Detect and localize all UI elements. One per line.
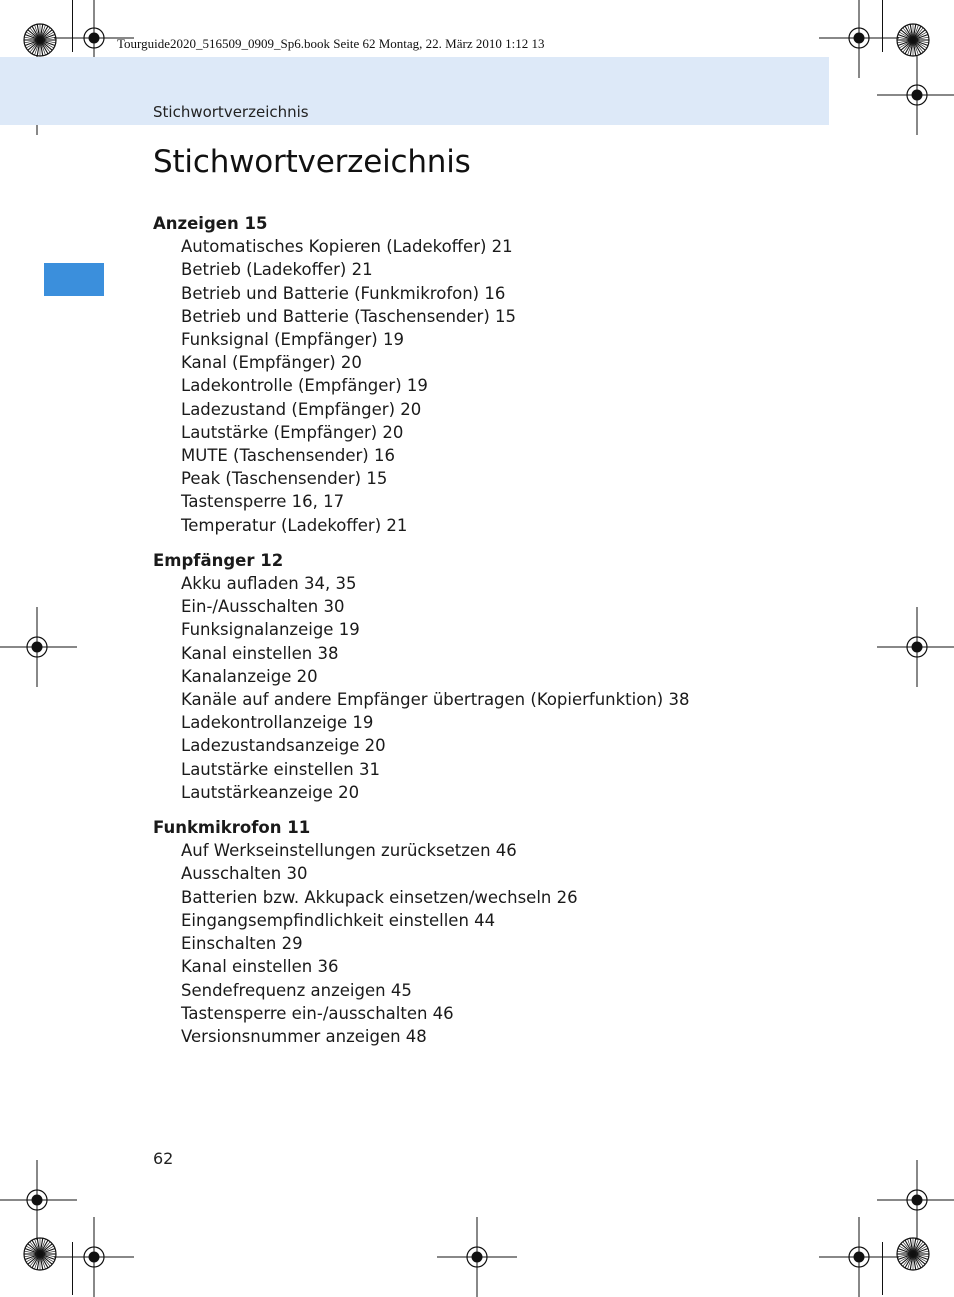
- trim-line: [882, 0, 883, 52]
- page-title: Stichwortverzeichnis: [153, 144, 471, 180]
- trim-line: [882, 1242, 883, 1295]
- crosshair-icon: [877, 607, 954, 687]
- starburst-icon: [895, 22, 931, 58]
- index-entry: Ladekontrolle (Empfänger) 19: [181, 376, 428, 396]
- index-entry: Akku aufladen 34, 35: [181, 574, 357, 594]
- index-entry: Funksignalanzeige 19: [181, 620, 360, 640]
- index-group-heading: Anzeigen 15: [153, 214, 268, 233]
- index-entry: Funksignal (Empfänger) 19: [181, 330, 404, 350]
- trim-line: [72, 0, 73, 52]
- index-list: [153, 212, 793, 1060]
- side-tab-marker: [44, 263, 104, 296]
- index-entry: Batterien bzw. Akkupack einsetzen/wechseln 26: [181, 887, 578, 907]
- running-head: Stichwortverzeichnis: [153, 103, 309, 121]
- index-entry: Kanal einstellen 38: [181, 643, 339, 663]
- index-entry: MUTE (Taschensender) 16: [181, 446, 395, 466]
- index-entry: Tastensperre 16, 17: [181, 492, 345, 512]
- index-entry: Kanal (Empfänger) 20: [181, 353, 362, 373]
- index-entry: Kanalanzeige 20: [181, 666, 318, 686]
- index-entry: Ladekontrollanzeige 19: [181, 713, 374, 733]
- index-entry: Lautstärke einstellen 31: [181, 759, 380, 779]
- starburst-icon: [22, 22, 58, 58]
- crosshair-icon: [437, 1217, 517, 1297]
- index-entry: Ladezustandsanzeige 20: [181, 736, 386, 756]
- index-entry: Betrieb und Batterie (Taschensender) 15: [181, 306, 517, 326]
- book-info-line: Tourguide2020_516509_0909_Sp6.book Seite 62 Montag, 22. März 2010 1:12 13: [117, 36, 545, 51]
- index-entry: Ein-/Ausschalten 30: [181, 597, 345, 617]
- index-entry: Auf Werkseinstellungen zurücksetzen 46: [181, 841, 517, 861]
- index-entry: Tastensperre ein-/ausschalten 46: [181, 1003, 454, 1023]
- starburst-icon: [895, 1236, 931, 1272]
- index-group-heading: Funkmikrofon 11: [153, 818, 311, 838]
- index-group-funkmikrofon: [153, 816, 793, 1048]
- trim-line: [72, 1242, 73, 1295]
- crosshair-icon: [54, 1217, 134, 1297]
- index-entry: Betrieb und Batterie (Funkmikrofon) 16: [181, 283, 506, 303]
- index-entry: Ladezustand (Empfänger) 20: [181, 399, 422, 419]
- index-entry: Automatisches Kopieren (Ladekoffer) 21: [181, 237, 513, 257]
- index-group-anzeigen: [153, 212, 793, 537]
- index-entry: Versionsnummer anzeigen 48: [181, 1026, 427, 1046]
- index-group-heading: Empfänger 12: [153, 550, 284, 570]
- crosshair-icon: [877, 55, 954, 135]
- index-entry: Sendefrequenz anzeigen 45: [181, 980, 412, 1000]
- index-entry: Lautstärke (Empfänger) 20: [181, 422, 404, 442]
- index-entry: Kanal einstellen 36: [181, 957, 339, 977]
- index-group-empfaenger: [153, 549, 793, 804]
- header-band: [0, 57, 829, 125]
- index-entry: Lautstärkeanzeige 20: [181, 782, 360, 802]
- index-entry: Temperatur (Ladekoffer) 21: [181, 515, 408, 535]
- page-number: 62: [153, 1149, 174, 1168]
- index-entry: Ausschalten 30: [181, 864, 308, 884]
- index-entry: Peak (Taschensender) 15: [181, 469, 388, 489]
- index-entry: Eingangsempfindlichkeit einstellen 44: [181, 910, 496, 930]
- crosshair-icon: [819, 1217, 899, 1297]
- index-entry: Kanäle auf andere Empfänger übertragen (Kopierfunktion) 38: [181, 690, 690, 710]
- crosshair-icon: [0, 607, 77, 687]
- starburst-icon: [22, 1236, 58, 1272]
- index-entry: Betrieb (Ladekoffer) 21: [181, 260, 373, 280]
- index-entry: Einschalten 29: [181, 934, 303, 954]
